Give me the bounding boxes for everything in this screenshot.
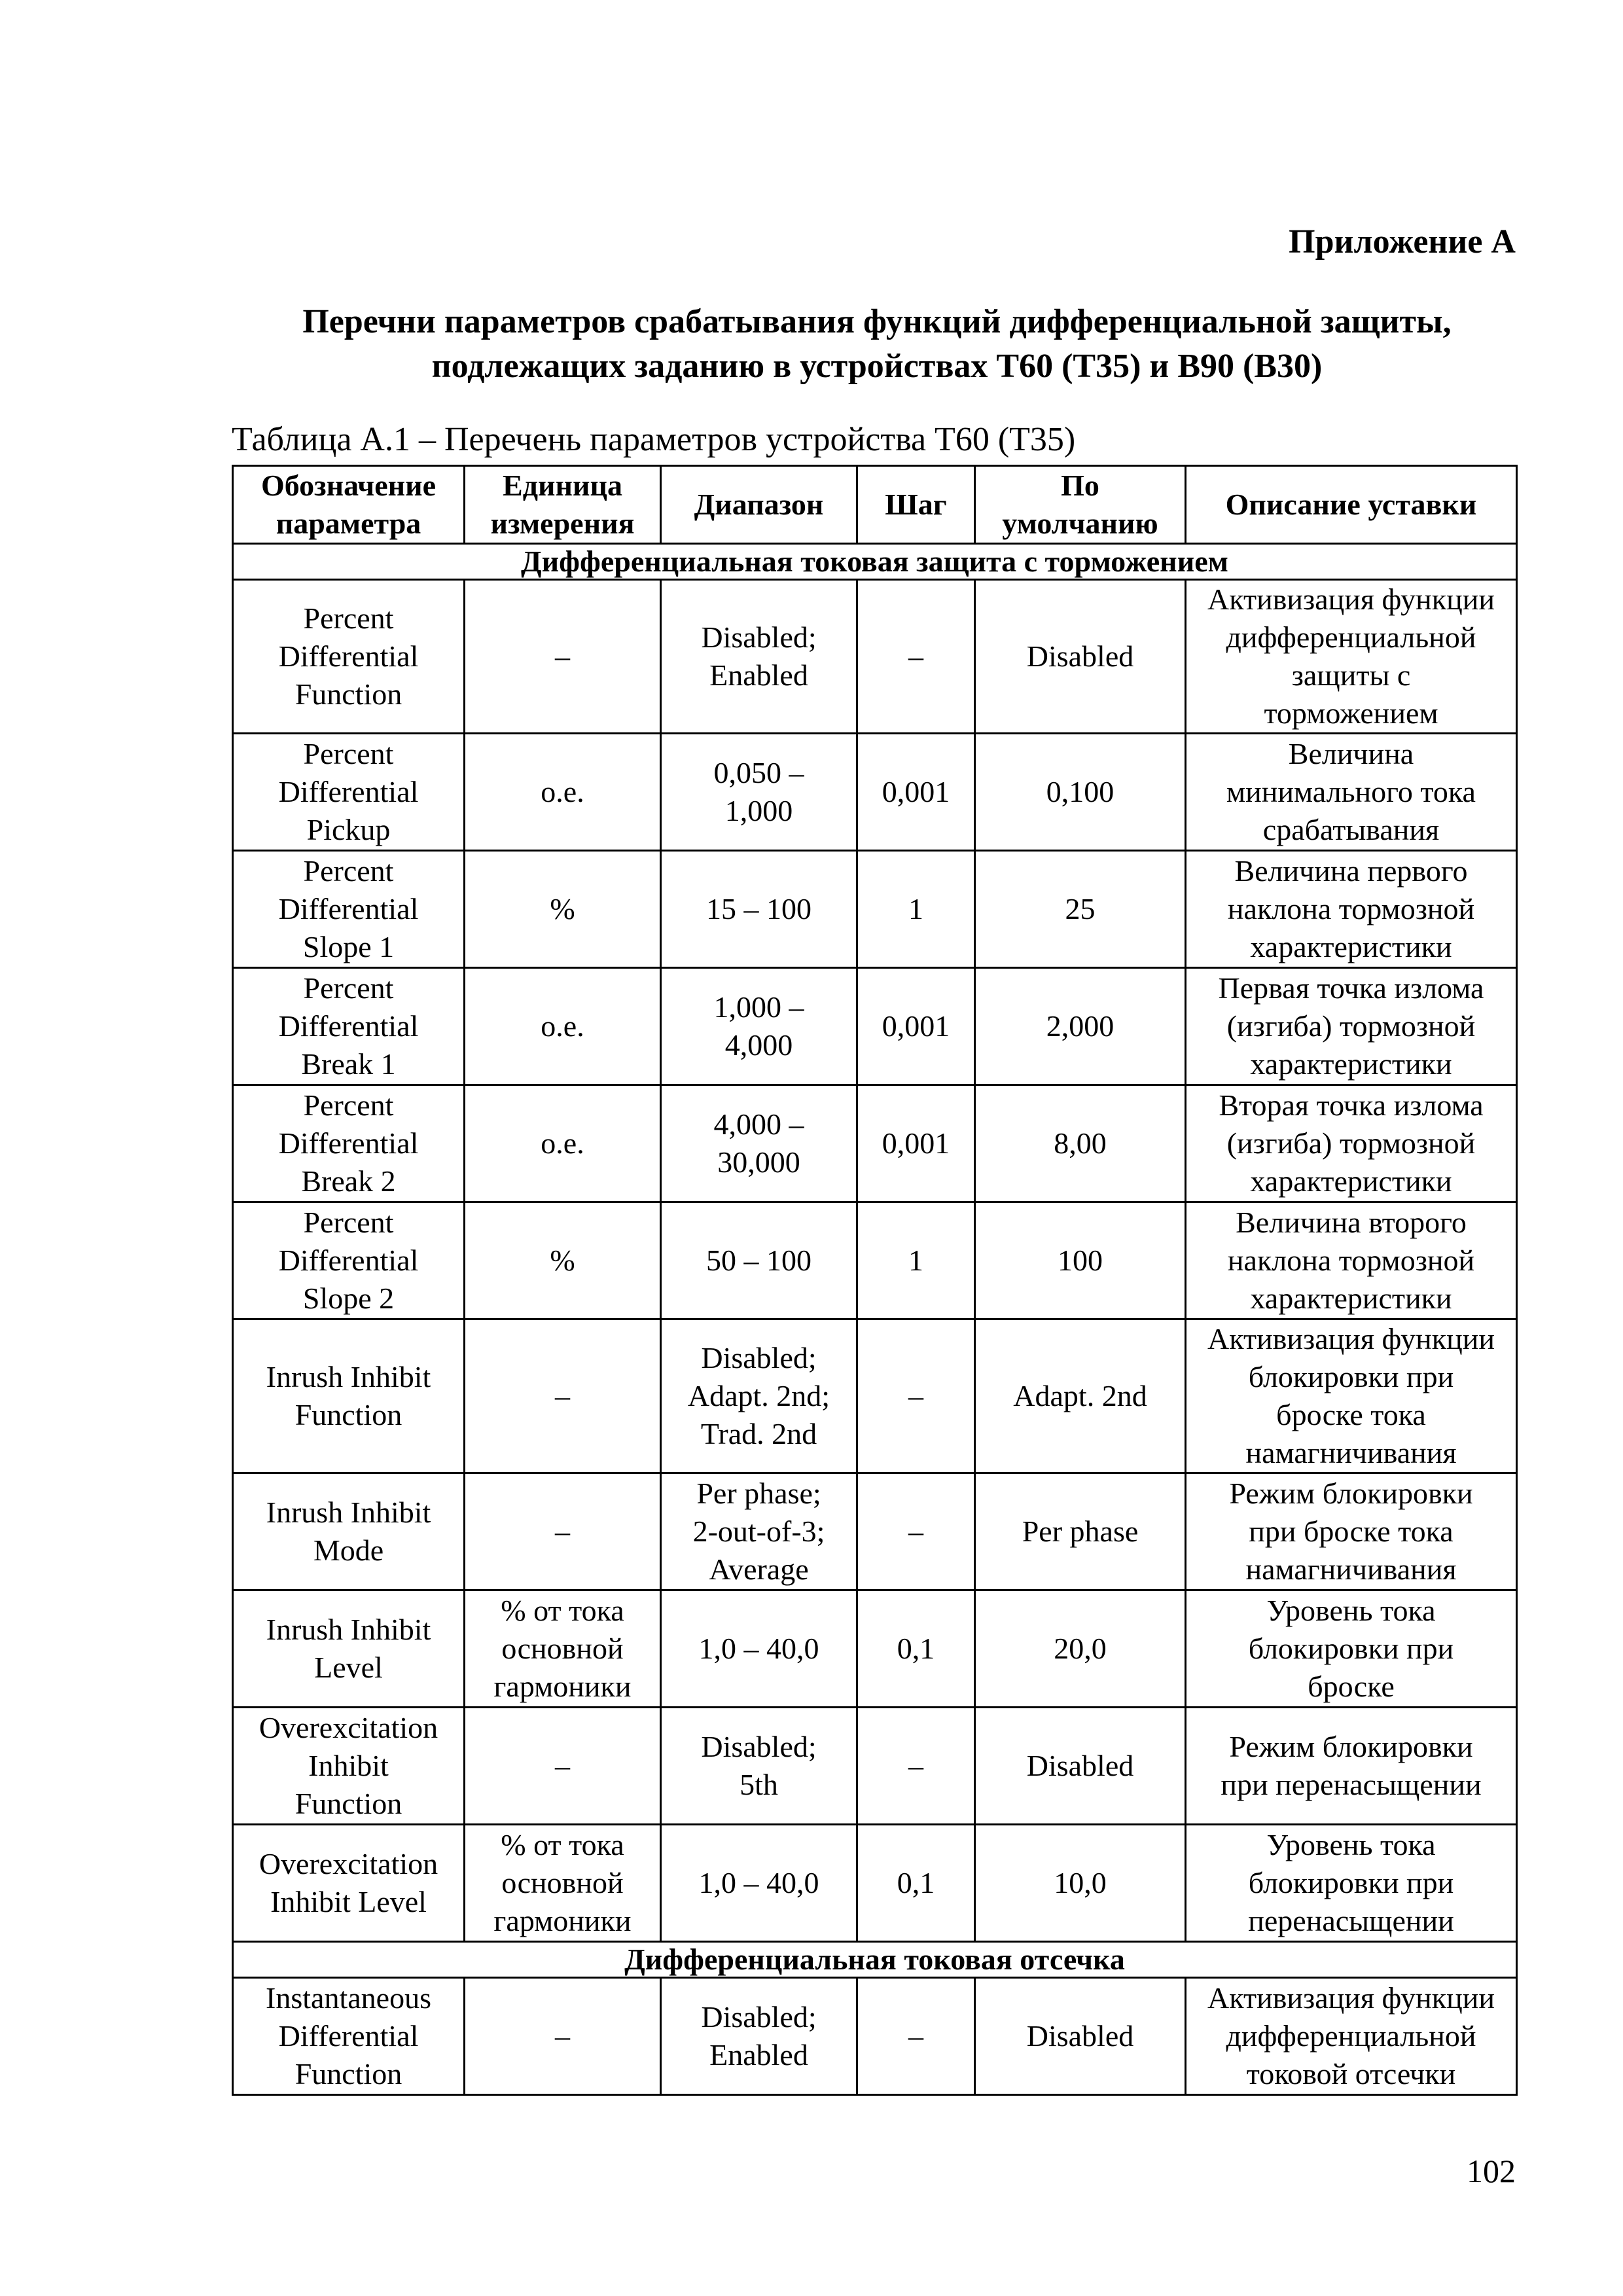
cell-default: Adapt. 2nd — [975, 1319, 1186, 1473]
cell-description: Уровень тока блокировки при перенасыщении — [1186, 1825, 1517, 1942]
cell-description: Вторая точка излома (изгиба) тормозной характеристики — [1186, 1085, 1517, 1202]
cell-description: Активизация функции дифференциальной защиты с торможением — [1186, 580, 1517, 734]
cell-range: 1,000 – 4,000 — [661, 968, 857, 1085]
cell-step: – — [857, 1319, 975, 1473]
table-body — [233, 544, 1517, 2095]
cell-range: 1,0 – 40,0 — [661, 1590, 857, 1708]
header-parameter: Обозначение параметра — [233, 466, 465, 544]
cell-range: Disabled; Enabled — [661, 1978, 857, 2095]
cell-unit: % — [465, 1202, 661, 1319]
cell-unit: о.е. — [465, 1085, 661, 1202]
cell-description: Величина первого наклона тормозной характеристики — [1186, 851, 1517, 968]
header-unit: Единица измерения — [465, 466, 661, 544]
cell-range: Disabled; Enabled — [661, 580, 857, 734]
table-caption: Таблица А.1 – Перечень параметров устройства Т60 (Т35) — [232, 421, 1076, 458]
cell-range: 0,050 – 1,000 — [661, 734, 857, 851]
table-row — [233, 1978, 1517, 2095]
cell-description: Величина второго наклона тормозной характеристики — [1186, 1202, 1517, 1319]
table-row — [233, 580, 1517, 734]
cell-parameter: Inrush Inhibit Mode — [233, 1473, 465, 1590]
header-description: Описание уставки — [1186, 466, 1517, 544]
page-number: 102 — [1467, 2153, 1516, 2189]
cell-description: Режим блокировки при броске тока намагничивания — [1186, 1473, 1517, 1590]
cell-unit: – — [465, 1708, 661, 1825]
section-row — [233, 1942, 1517, 1978]
cell-range: Per phase; 2-out-of-3; Average — [661, 1473, 857, 1590]
table-row — [233, 968, 1517, 1085]
cell-unit: о.е. — [465, 734, 661, 851]
table-row — [233, 1590, 1517, 1708]
cell-unit: – — [465, 1978, 661, 2095]
cell-default: Disabled — [975, 1978, 1186, 2095]
cell-parameter: Overexcitation Inhibit Function — [233, 1708, 465, 1825]
cell-parameter: Percent Differential Break 2 — [233, 1085, 465, 1202]
header-step: Шаг — [857, 466, 975, 544]
cell-description: Активизация функции блокировки при броске тока намагничивания — [1186, 1319, 1517, 1473]
cell-unit: – — [465, 580, 661, 734]
table-header-row — [233, 466, 1517, 544]
cell-description: Активизация функции дифференциальной токовой отсечки — [1186, 1978, 1517, 2095]
cell-default: 8,00 — [975, 1085, 1186, 1202]
appendix-label: Приложение А — [1289, 223, 1516, 260]
cell-step: – — [857, 1473, 975, 1590]
cell-description: Уровень тока блокировки при броске — [1186, 1590, 1517, 1708]
cell-description: Первая точка излома (изгиба) тормозной характеристики — [1186, 968, 1517, 1085]
cell-parameter: Inrush Inhibit Level — [233, 1590, 465, 1708]
document-title — [232, 300, 1522, 389]
header-default: По умолчанию — [975, 466, 1186, 544]
cell-range: Disabled; 5th — [661, 1708, 857, 1825]
cell-default: 20,0 — [975, 1590, 1186, 1708]
cell-parameter: Percent Differential Slope 2 — [233, 1202, 465, 1319]
cell-step: 0,1 — [857, 1590, 975, 1708]
cell-step: – — [857, 1978, 975, 2095]
cell-unit: % от тока основной гармоники — [465, 1590, 661, 1708]
cell-step: 1 — [857, 851, 975, 968]
table-row — [233, 1473, 1517, 1590]
cell-step: 0,001 — [857, 968, 975, 1085]
cell-parameter: Overexcitation Inhibit Level — [233, 1825, 465, 1942]
cell-step: – — [857, 1708, 975, 1825]
cell-range: Disabled; Adapt. 2nd; Trad. 2nd — [661, 1319, 857, 1473]
cell-default: 25 — [975, 851, 1186, 968]
cell-unit: – — [465, 1319, 661, 1473]
cell-default: Per phase — [975, 1473, 1186, 1590]
cell-description: Режим блокировки при перенасыщении — [1186, 1708, 1517, 1825]
cell-default: 0,100 — [975, 734, 1186, 851]
header-range: Диапазон — [661, 466, 857, 544]
document-title-line: подлежащих заданию в устройствах Т60 (Т35) и В90 (В30) — [431, 348, 1323, 385]
document-title-line: Перечни параметров срабатывания функций дифференциальной защиты, — [302, 303, 1452, 340]
section-title: Дифференциальная токовая защита с торможением — [233, 544, 1517, 580]
cell-default: 10,0 — [975, 1825, 1186, 1942]
table-row — [233, 1319, 1517, 1473]
cell-range: 15 – 100 — [661, 851, 857, 968]
cell-parameter: Percent Differential Break 1 — [233, 968, 465, 1085]
cell-default: 100 — [975, 1202, 1186, 1319]
table-row — [233, 1708, 1517, 1825]
section-row — [233, 544, 1517, 580]
table-row — [233, 851, 1517, 968]
cell-default: Disabled — [975, 580, 1186, 734]
cell-step: 0,001 — [857, 1085, 975, 1202]
parameters-table — [232, 465, 1518, 2096]
cell-range: 4,000 – 30,000 — [661, 1085, 857, 1202]
table-row — [233, 1825, 1517, 1942]
cell-description: Величина минимального тока срабатывания — [1186, 734, 1517, 851]
table-row — [233, 1202, 1517, 1319]
cell-unit: % — [465, 851, 661, 968]
cell-parameter: Inrush Inhibit Function — [233, 1319, 465, 1473]
section-title: Дифференциальная токовая отсечка — [233, 1942, 1517, 1978]
cell-parameter: Percent Differential Function — [233, 580, 465, 734]
cell-step: 0,001 — [857, 734, 975, 851]
cell-step: – — [857, 580, 975, 734]
cell-default: Disabled — [975, 1708, 1186, 1825]
cell-unit: о.е. — [465, 968, 661, 1085]
cell-parameter: Percent Differential Pickup — [233, 734, 465, 851]
cell-step: 1 — [857, 1202, 975, 1319]
cell-unit: % от тока основной гармоники — [465, 1825, 661, 1942]
cell-parameter: Percent Differential Slope 1 — [233, 851, 465, 968]
cell-range: 50 – 100 — [661, 1202, 857, 1319]
cell-range: 1,0 – 40,0 — [661, 1825, 857, 1942]
cell-parameter: Instantaneous Differential Function — [233, 1978, 465, 2095]
table-row — [233, 734, 1517, 851]
table-row — [233, 1085, 1517, 1202]
cell-step: 0,1 — [857, 1825, 975, 1942]
cell-default: 2,000 — [975, 968, 1186, 1085]
cell-unit: – — [465, 1473, 661, 1590]
